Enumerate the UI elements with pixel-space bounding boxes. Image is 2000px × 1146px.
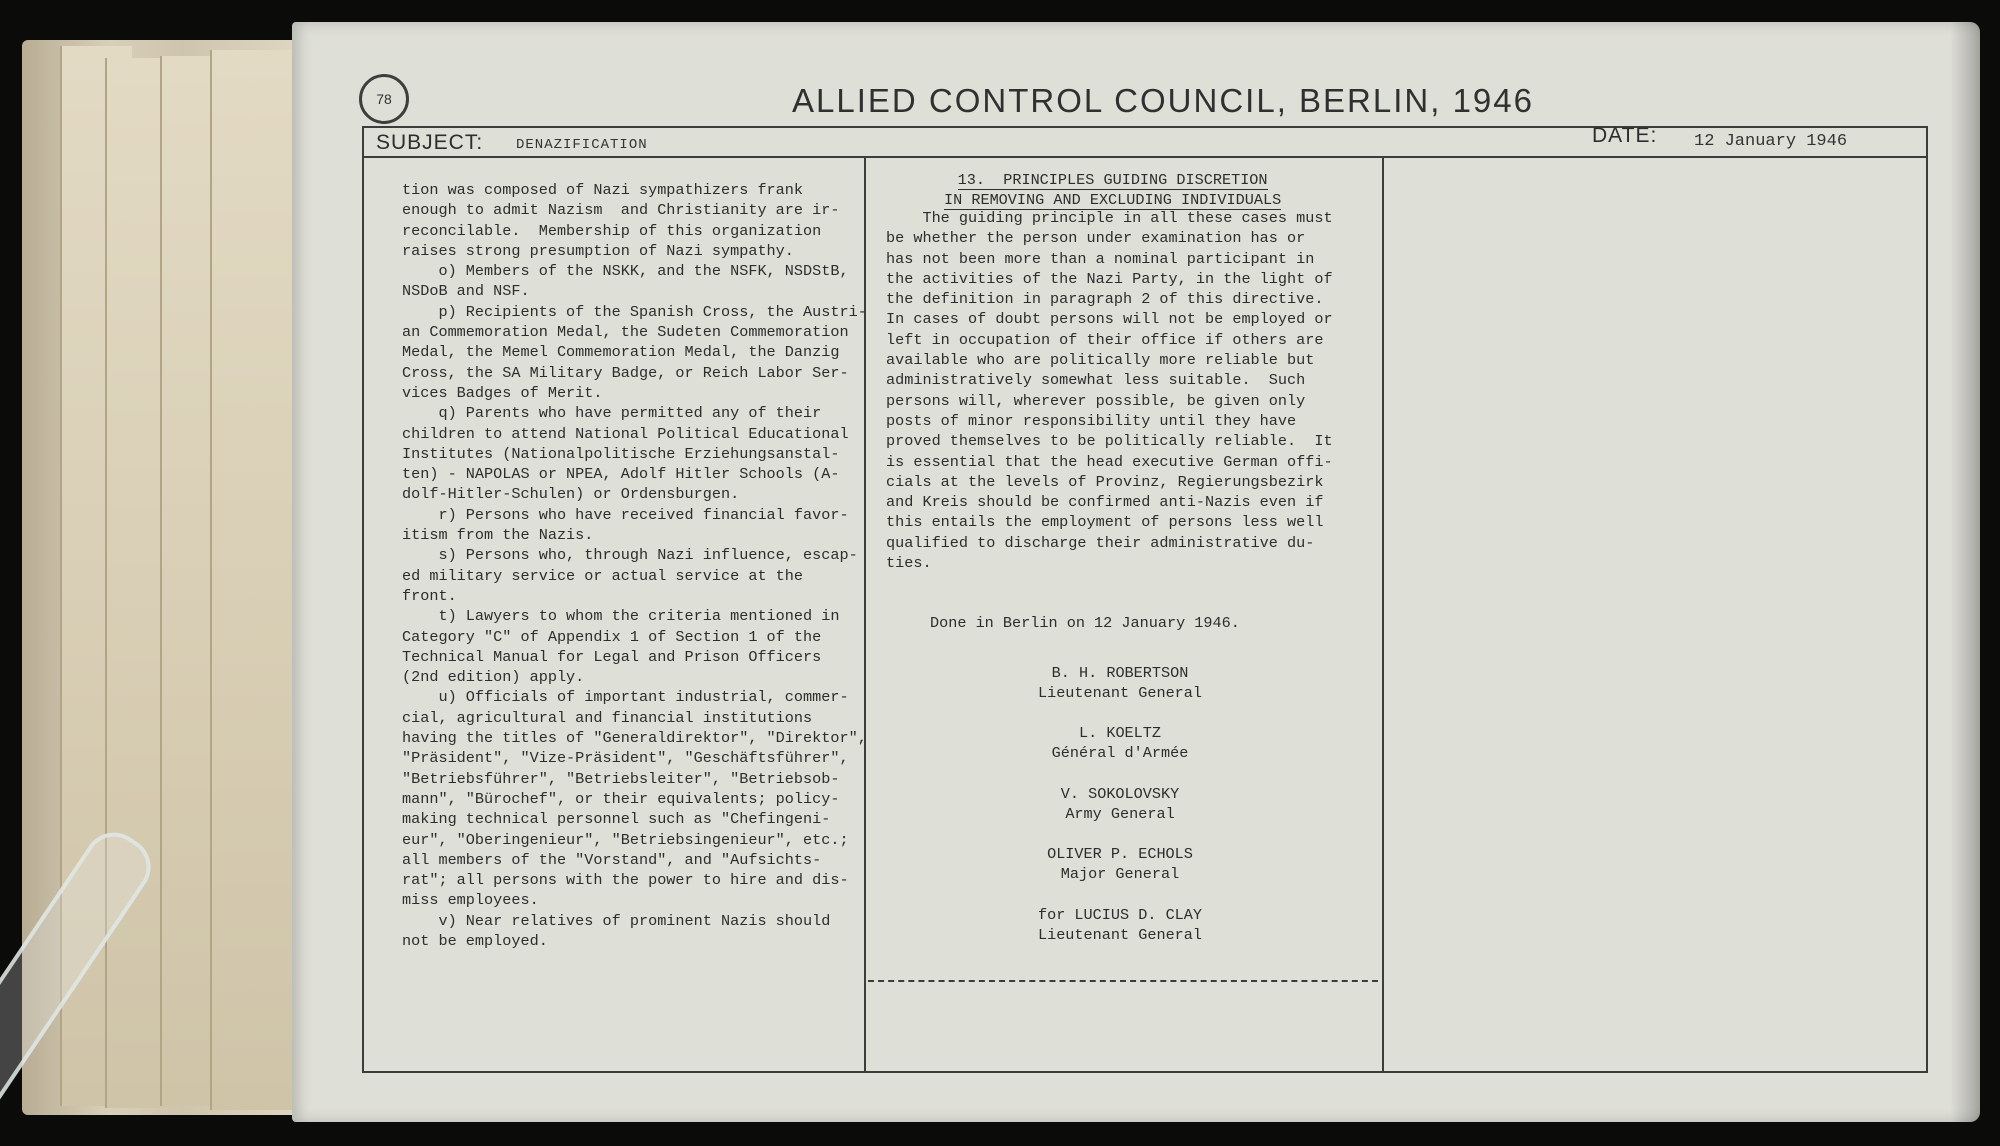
column-1-text: tion was composed of Nazi sympathizers frank enough to admit Nazism and Christianity are ir- reconcilable. Membership of this organization raises strong presumption of Nazi sympathy. o) Members of the NSKK, and the NSFK, NSDStB, NSDoB and NSF. p) Recipients of the Spanish Cross, the Austri- an Commemoration Medal, the Sudeten Commemoration Medal, the Memel Commemoration Medal, the Danzig Cross, the SA Military Badge, or Reich Labor Ser- vices Badges of Merit. q) Parents who have permitted any of their children to attend National Political Educational Institutes (Nationalpolitische Erziehungsanstal- ten) - NAPOLAS or NPEA, Adolf Hitler Schools (A- dolf-Hitler-Schulen) or Ordensburgen. r) Persons who have received financial favor- itism from the Nazis. s) Persons who, through Nazi influence, escap- ed military service or actual service at the front. t) Lawyers to whom the criteria mentioned in Category "C" of Appendix 1 of Section 1 of the Technical Manual for Legal and Prison Officers (2nd edition) apply. u) Officials of important industrial, commer- cial, agricultural and financial institutions having the titles of "Generaldirektor", "Direktor", "Präsident", "Vize-Präsident", "Geschäftsführer", "Betriebsführer", "Betriebsleiter", "Betriebsob- mann", "Bürochef", or their equivalents; policy- making technical personnel such as "Chefingeni- eur", "Oberingenieur", "Betriebsingenieur", etc.; all members of the "Vorstand", and "Aufsichts- rat"; all persons with the power to hire and dis- miss employees. v) Near relatives of prominent Nazis should not be employed. — [402, 181, 867, 950]
subject-label: SUBJECT: — [376, 131, 484, 154]
date-value: 12 January 1946 — [1694, 132, 1848, 151]
signatory-block — [970, 784, 1270, 825]
done-in-berlin: Done in Berlin on 12 January 1946. — [930, 614, 1240, 632]
page-title: ALLIED CONTROL COUNCIL, BERLIN, 1946 — [792, 82, 1534, 119]
signatory-name: for LUCIUS D. CLAY — [1037, 906, 1203, 924]
signatory-block — [970, 723, 1270, 764]
document-page — [292, 22, 1980, 1122]
column-2-text: The guiding principle in all these cases must be whether the person under examination has or has not been more than a nominal participant in the activities of the Nazi Party, in the light of the definition in paragraph 2 of this directive. In cases of doubt persons will not be employed or left in occupation of their office if others are available who are politically more reliable but administratively somewhat less suitable. Such persons will, wherever possible, be given only posts of minor responsibility until they have proved themselves to be politically reliable. It is essential that the head executive German offi- cials at the levels of Provinz, Regierungsbezirk and Kreis should be confirmed anti-Nazis even if this entails the employment of persons less well qualified to discharge their administrative du- ties. — [886, 209, 1333, 573]
dashed-separator — [868, 980, 1378, 982]
signatory-title: Général d'Armée — [1051, 744, 1189, 763]
signatory-block — [970, 844, 1270, 885]
form-frame — [362, 126, 1928, 1073]
signatory-name: OLIVER P. ECHOLS — [1047, 845, 1193, 863]
column-divider — [1382, 158, 1384, 1073]
section-heading-line-2: IN REMOVING AND EXCLUDING INDIVIDUALS — [944, 191, 1282, 209]
subject-value: DENAZIFICATION — [516, 137, 648, 153]
signatory-name: B. H. ROBERTSON — [1051, 664, 1189, 682]
signatory-block — [970, 663, 1270, 704]
subject-row — [364, 124, 1926, 158]
page-tab — [210, 50, 302, 1110]
page-number: 78 — [359, 74, 409, 124]
signatory-title: Lieutenant General — [1037, 684, 1203, 703]
signatory-name: L. KOELTZ — [1078, 724, 1162, 742]
signatory-title: Major General — [1060, 865, 1180, 884]
signatory-title: Army General — [1065, 805, 1175, 824]
section-heading — [944, 170, 1281, 210]
signatory-name: V. SOKOLOVSKY — [1060, 785, 1180, 803]
page-shadow — [1950, 22, 1980, 1122]
signatory-block — [970, 905, 1270, 946]
section-heading-line-1: 13. PRINCIPLES GUIDING DISCRETION — [957, 171, 1268, 189]
date-label: DATE: — [1592, 124, 1658, 147]
signatory-title: Lieutenant General — [1037, 926, 1203, 945]
